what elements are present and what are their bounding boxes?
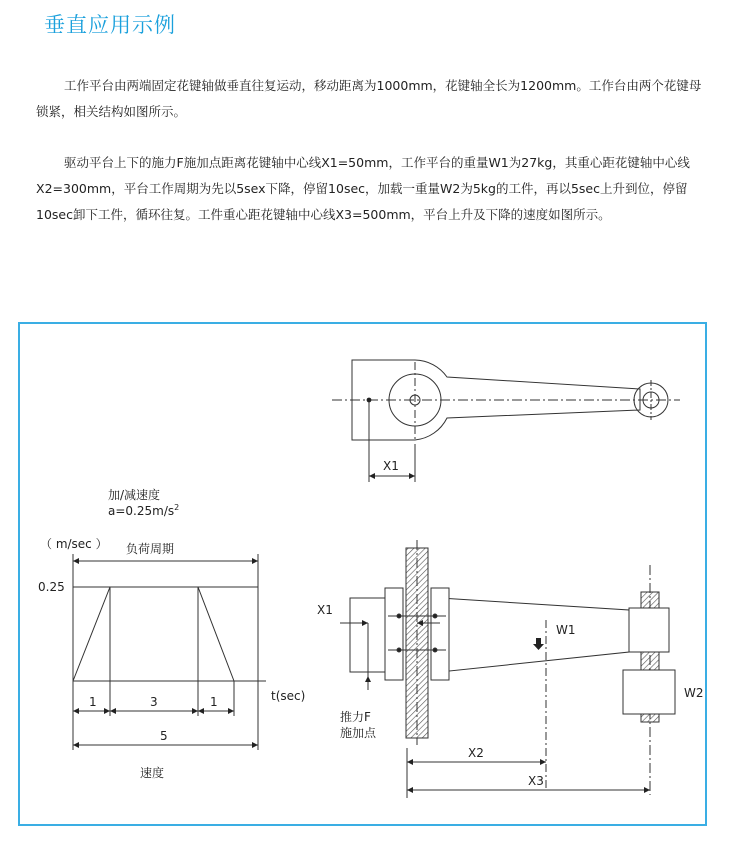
spline-nut-left xyxy=(385,588,403,680)
nut-bolt-2 xyxy=(433,614,437,618)
platform-arm xyxy=(440,598,629,672)
accel-label: 加/减速度 xyxy=(108,488,161,502)
detail-paragraph: 驱动平台上下的施力F施加点距离花键轴中心线X1=50mm，工作平台的重量W1为27kg，其重心距花键轴中心线X2=300mm，平台工作周期为先以5sex下降，停留10sec，加载一重量W2为5kg的工件，再以5sec上升到位，停留10sec卸下工件，循环往复。工件重心距花键轴中心线X3=500mm，平台上升及下降的速度如图所示。 xyxy=(36,155,690,222)
nut-bolt-4 xyxy=(433,648,437,652)
nut-bolt-3 xyxy=(397,648,401,652)
accel-duration-label: 1 xyxy=(89,695,97,709)
speed-chart-caption: 速度 xyxy=(140,766,165,780)
top-view-x1-label: X1 xyxy=(383,459,399,473)
side-view-x1-label: X1 xyxy=(317,603,333,617)
force-label-line2: 施加点 xyxy=(340,726,377,740)
total-duration-label: 5 xyxy=(160,729,168,743)
const-duration-label: 3 xyxy=(150,695,158,709)
time-axis-label: t(sec) xyxy=(271,689,306,703)
decel-duration-label: 1 xyxy=(210,695,218,709)
x2-label: X2 xyxy=(468,746,484,760)
force-label-line1: 推力F xyxy=(340,710,371,724)
side-view xyxy=(340,540,675,798)
speed-unit-label: （ m/sec ） xyxy=(40,537,108,551)
x3-label: X3 xyxy=(528,774,544,788)
w2-label: W2 xyxy=(684,686,704,700)
speed-chart xyxy=(73,554,266,750)
section-title: 垂直应用示例 xyxy=(44,13,176,37)
nut-bolt-1 xyxy=(397,614,401,618)
workpiece-w2 xyxy=(623,670,675,714)
right-support-block xyxy=(629,608,669,652)
speed-max-value: 0.25 xyxy=(38,580,65,594)
load-cycle-label: 负荷周期 xyxy=(126,542,175,556)
w1-label: W1 xyxy=(556,623,576,637)
speed-chart-trapezoid xyxy=(73,587,234,681)
top-view-force-point xyxy=(367,398,372,403)
accel-value: $a=0.25m/s^2$ xyxy=(108,503,180,518)
intro-paragraph: 工作平台由两端固定花键轴做垂直往复运动，移动距离为1000mm，花键轴全长为1200mm。工作台由两个花键母锁紧，相关结构如图所示。 xyxy=(36,78,702,119)
spline-nut-right xyxy=(431,588,449,680)
